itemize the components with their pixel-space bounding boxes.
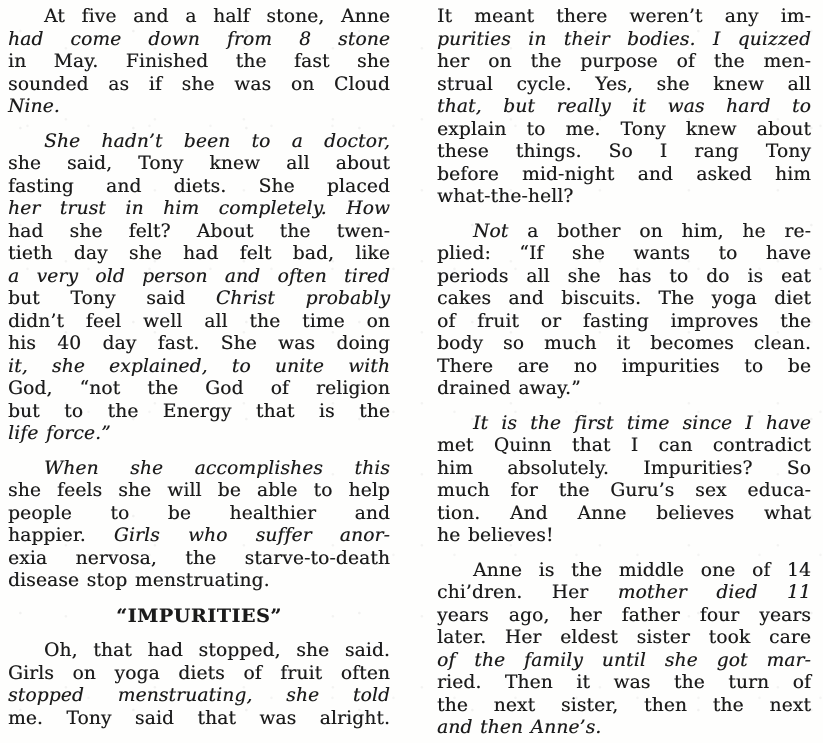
text-line — [8, 548, 390, 571]
text-line — [8, 423, 390, 446]
italic-text-run: life force.” — [8, 423, 111, 444]
text-line — [437, 74, 811, 97]
italic-text-run: of the family until she got mar- — [437, 649, 811, 671]
paragraph — [437, 6, 811, 209]
text-run: him absolutely. Impurities? So — [437, 457, 811, 479]
text-run: in May. Finished the fast she — [8, 51, 390, 72]
italic-text-run: Christ probably — [215, 288, 390, 309]
italic-text-run: that, but really it was hard to — [437, 96, 811, 117]
italic-text-run: Nine. — [8, 96, 60, 117]
text-line — [437, 627, 811, 650]
italic-text-run: It is the first time since I have — [473, 412, 811, 434]
text-line — [8, 570, 390, 593]
paragraph — [437, 560, 811, 740]
text-run: At five and a half stone, Anne — [44, 6, 390, 27]
text-run: the next sister, then the next — [437, 694, 811, 716]
text-line — [437, 221, 811, 244]
text-line — [8, 685, 390, 708]
text-line — [8, 288, 390, 311]
text-run: her on the purpose of the men- — [437, 51, 811, 72]
text-line — [437, 525, 811, 548]
text-run: people to be healthier and — [8, 502, 390, 524]
text-line — [437, 695, 811, 718]
text-line — [8, 378, 390, 401]
text-line — [437, 243, 811, 266]
text-line — [437, 650, 811, 673]
text-run: before mid-night and asked him — [437, 163, 811, 185]
text-line — [437, 333, 811, 356]
text-run: body so much it becomes clean. — [437, 333, 811, 354]
text-line — [437, 51, 811, 74]
text-line — [8, 198, 390, 221]
text-run: plied: “If she wants to have — [437, 243, 811, 264]
text-line — [8, 333, 390, 356]
paragraph — [8, 6, 390, 119]
text-run: drained away.” — [437, 378, 581, 399]
text-line — [437, 266, 811, 289]
italic-text-run: a very old person and often tired — [8, 265, 390, 287]
italic-text-run: She hadn’t been to a doctor, — [44, 130, 390, 152]
italic-text-run: Not — [473, 220, 528, 242]
text-line — [437, 582, 811, 605]
paragraph — [8, 458, 390, 593]
text-line — [8, 480, 390, 503]
text-run: years ago, her father four years — [437, 604, 811, 626]
text-run: disease stop menstruating. — [8, 570, 270, 591]
text-run: It meant there weren’t any im- — [437, 6, 811, 27]
text-run: his 40 day fast. She was doing — [8, 333, 390, 354]
text-line — [437, 672, 811, 695]
text-run: cakes and biscuits. The yoga diet — [437, 288, 811, 309]
text-line — [437, 717, 811, 740]
text-line — [437, 503, 811, 526]
text-line — [437, 288, 811, 311]
italic-text-run: When she accomplishes this — [44, 457, 390, 479]
text-run: what-the-hell? — [437, 186, 574, 207]
text-run: later. Her eldest sister took care — [437, 627, 811, 648]
paragraph — [437, 221, 811, 401]
text-run: she said, Tony knew all about — [8, 153, 390, 174]
text-run: me. Tony said that was alright. — [8, 707, 390, 729]
text-line — [8, 153, 390, 176]
text-line — [8, 458, 390, 481]
text-line — [8, 74, 390, 97]
text-run: Oh, that had stopped, she said. — [44, 640, 390, 661]
italic-text-run: had come down from 8 stone — [8, 28, 390, 50]
text-line — [437, 435, 811, 458]
text-run: exia nervosa, the starve-to-death — [8, 547, 390, 569]
text-run: fasting and diets. She placed — [8, 175, 390, 197]
italic-text-run: and then Anne’s. — [437, 717, 602, 738]
text-run: happier. — [8, 525, 114, 546]
text-line — [437, 6, 811, 29]
text-run: Anne is the middle one of 14 — [473, 559, 811, 581]
text-line — [437, 96, 811, 119]
text-line — [8, 356, 390, 379]
text-run: sounded as if she was on Cloud — [8, 73, 390, 95]
text-line — [8, 6, 390, 29]
text-line — [8, 525, 390, 548]
paragraph — [437, 413, 811, 548]
text-line — [8, 243, 390, 266]
text-run: didn’t feel well all the time on — [8, 310, 390, 332]
text-run: Girls on yoga diets of fruit often — [8, 662, 390, 684]
article-column-left — [8, 6, 390, 742]
text-line — [437, 29, 811, 52]
text-run: she feels she will be able to help — [8, 480, 390, 501]
text-run: had she felt? About the twen- — [8, 220, 390, 242]
text-line — [437, 458, 811, 481]
paragraph — [8, 131, 390, 446]
italic-text-run: mother died 11 — [617, 582, 811, 603]
text-run: of fruit or fasting improves the — [437, 310, 811, 332]
text-line — [437, 378, 811, 401]
text-run: much for the Guru’s sex educa- — [437, 480, 811, 501]
text-line — [437, 560, 811, 583]
text-line — [437, 356, 811, 379]
text-run: strual cycle. Yes, she knew all — [437, 73, 811, 95]
text-line — [437, 186, 811, 209]
text-line — [8, 311, 390, 334]
text-line — [437, 119, 811, 142]
article-column-right — [437, 6, 811, 743]
text-run: he believes! — [437, 525, 554, 546]
text-run: ried. Then it was the turn of — [437, 672, 811, 693]
text-run: a bother on him, he re- — [527, 220, 811, 242]
text-line — [437, 311, 811, 334]
text-line — [8, 131, 390, 154]
italic-text-run: it, she explained, to unite with — [8, 355, 390, 377]
text-run: God, “not the God of religion — [8, 378, 390, 399]
text-run: There are no impurities to be — [437, 355, 811, 377]
text-run: met Quinn that I can contradict — [437, 435, 811, 456]
text-run: but Tony said — [8, 288, 216, 309]
text-line — [8, 503, 390, 526]
text-line — [8, 266, 390, 289]
text-line — [8, 96, 390, 119]
text-run: but to the Energy that is the — [8, 400, 390, 422]
text-run: explain to me. Tony knew about — [437, 118, 811, 140]
paragraph — [8, 640, 390, 730]
text-line — [437, 164, 811, 187]
italic-text-run: purities in their bodies. I quizzed — [437, 28, 811, 50]
text-run: periods all she has to do is eat — [437, 265, 811, 287]
italic-text-run: her trust in him completely. How — [8, 198, 390, 219]
text-line — [8, 640, 390, 663]
text-run: tion. And Anne believes what — [437, 502, 811, 524]
text-line — [8, 401, 390, 424]
section-heading: “IMPURITIES” — [116, 604, 282, 627]
text-run: chi’dren. Her — [437, 582, 618, 603]
text-line — [8, 663, 390, 686]
text-line — [8, 221, 390, 244]
text-run: tieth day she had felt bad, like — [8, 243, 390, 264]
text-line — [437, 605, 811, 628]
text-run: these things. So I rang Tony — [437, 141, 811, 162]
text-line — [8, 51, 390, 74]
text-line — [8, 29, 390, 52]
text-line — [437, 480, 811, 503]
text-line — [8, 176, 390, 199]
text-line — [437, 141, 811, 164]
italic-text-run: Girls who suffer anor- — [113, 525, 390, 546]
text-line — [8, 708, 390, 731]
italic-text-run: stopped menstruating, she told — [8, 685, 390, 706]
text-line — [437, 413, 811, 436]
